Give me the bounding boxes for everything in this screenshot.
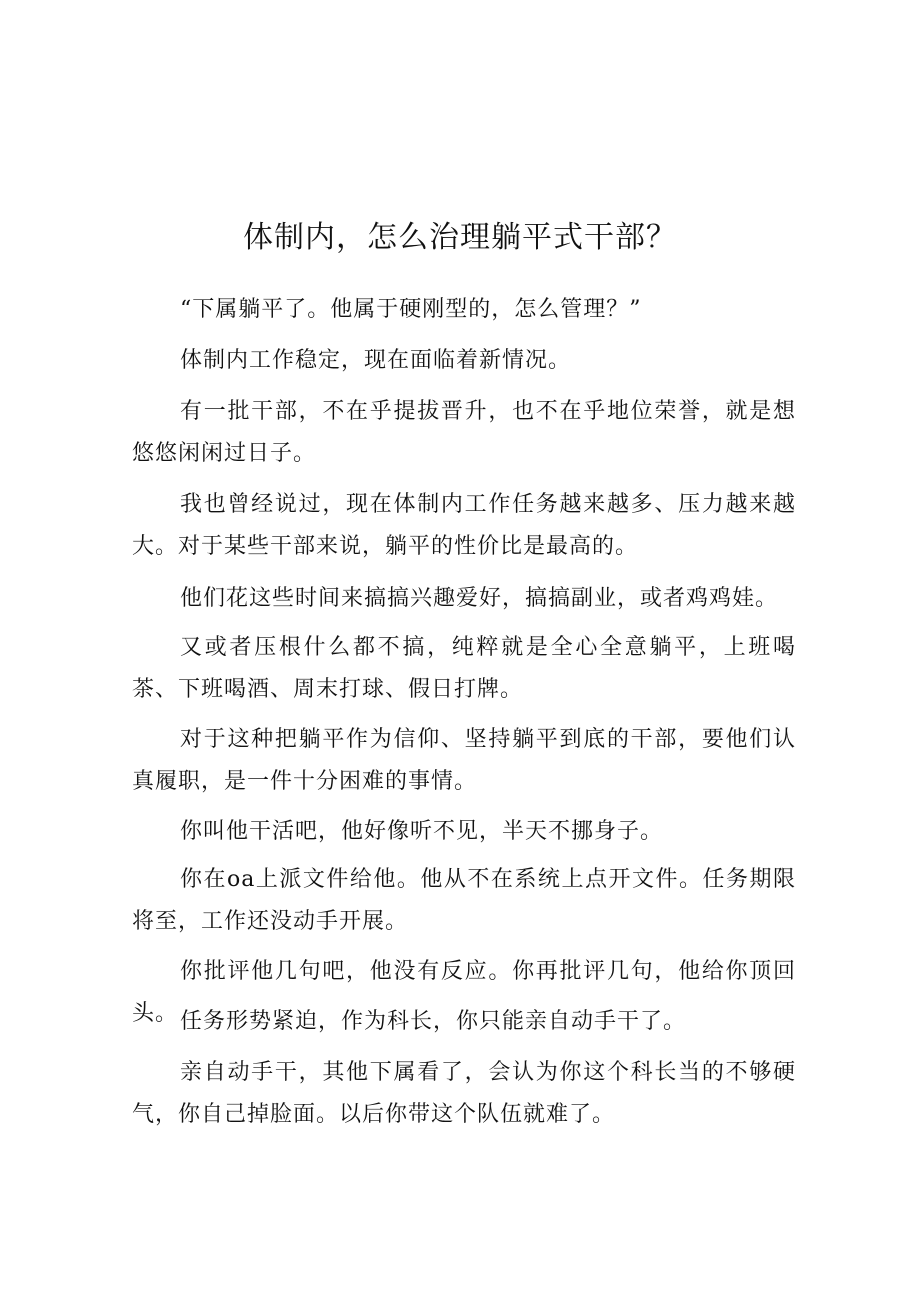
paragraph: “下属躺平了。他属于硬刚型的，怎么管理？” [180, 297, 642, 322]
document-title: 体制内，怎么治理躺平式干部？ [243, 220, 677, 255]
paragraph: 有一批干部，不在乎提拔晋升，也不在乎地位荣誉，就是想悠悠闲闲过日子。 [132, 399, 796, 466]
paragraph: 又或者压根什么都不搞，纯粹就是全心全意躺平，上班喝茶、下班喝酒、周末打球、假日打牌。 [132, 635, 796, 702]
paragraph: 他们花这些时间来搞搞兴趣爱好，搞搞副业，或者鸡鸡娃。 [180, 586, 779, 611]
paragraph: 任务形势紧迫，作为科长，你只能亲自动手干了。 [180, 1009, 687, 1034]
paragraph: 我也曾经说过，现在体制内工作任务越来越多、压力越来越大。对于某些干部来说，躺平的性价比是最高的。 [132, 492, 796, 559]
paragraph: 你在oa上派文件给他。他从不在系统上点开文件。任务期限将至，工作还没动手开展。 [132, 867, 796, 934]
paragraph: 体制内工作稳定，现在面临着新情况。 [180, 348, 572, 373]
paragraph: 你批评他几句吧，他没有反应。你再批评几句，他给你顶回头。 [132, 959, 796, 1026]
paragraph: 对于这种把躺平作为信仰、坚持躺平到底的干部，要他们认真履职，是一件十分困难的事情。 [132, 727, 796, 794]
paragraph: 亲自动手干，其他下属看了，会认为你这个科长当的不够硬气，你自己掉脸面。以后你带这个队伍就难了。 [132, 1060, 796, 1127]
paragraph: 你叫他干活吧，他好像听不见，半天不挪身子。 [180, 819, 664, 844]
